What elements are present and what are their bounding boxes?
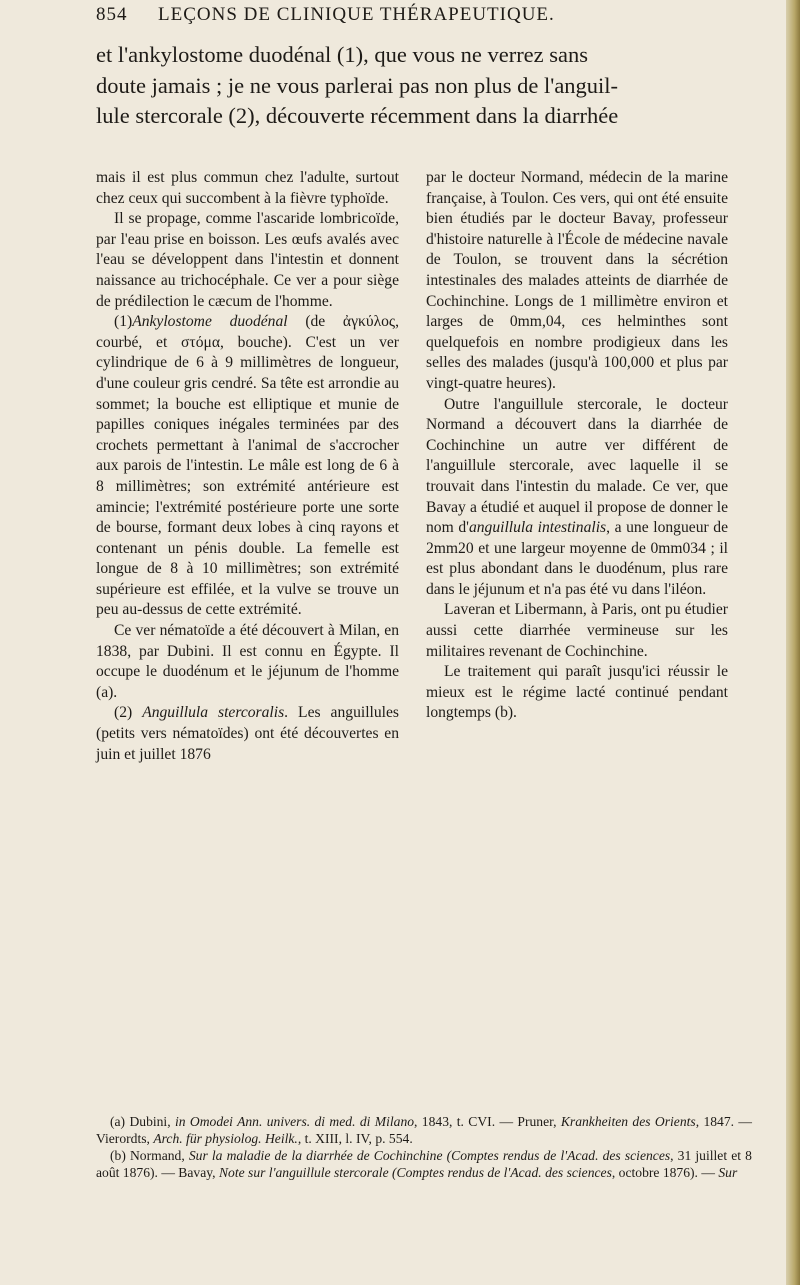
footnote-mark: (a) [110, 1114, 126, 1129]
continuation: Sur [718, 1165, 738, 1180]
right-column [426, 168, 728, 724]
journal-title: Arch. für physiolog. Heilk. [153, 1131, 298, 1146]
lead-line: lule stercorale (2), découverte récemment dans la diarrhée [96, 103, 619, 128]
footnote-a [96, 1113, 752, 1147]
lead-line: et l'ankylostome duodénal (1), que vous ne verrez sans [96, 42, 589, 67]
paragraph: Ce ver nématoïde a été découvert à Milan, en 1838, par Dubini. Il est connu en Égypte. Il occupe le duodénum et le jéjunum de l'homme (a). [96, 622, 399, 701]
text-run: , 1843, t. CVI. — Pruner, [414, 1114, 561, 1129]
footnotes [96, 1113, 752, 1181]
book-title: Krankheiten des Orients [560, 1114, 696, 1129]
note-ankylostome [96, 312, 399, 621]
journal-title: in Omodei Ann. univers. di med. di Milano [174, 1114, 415, 1129]
paragraph: Le traitement qui paraît jusqu'ici réussir le mieux est le régime lacté continué pendant longtemps (b). [426, 663, 728, 722]
note-text: (de ἀγκύλος, courbé, et στόμα, bouche). C'est un ver cylindrique de 6 à 9 millimètres de longueur, d'une couleur gris cendré. Sa tête est arrondie au sommet; la bouche est elliptique et munie de papilles coniques inégales terminées par des crochets permettant à l'animal de s'accrocher aux parois de l'intestin. Le mâle est long de 6 à 8 millimètres; son extrémité antérieure est amincie; l'extrémité postérieure porte une sorte de bourse, formant deux lobes à cinq rayons et contenant un pénis double. La femelle est longue de 8 à 10 millimètres; son extrémité supérieure est effilée, et la vulve se trouve un peu au-dessus de cette extrémité. [96, 313, 400, 619]
note-mark: (1) [114, 313, 133, 331]
note-anguillula [96, 703, 399, 765]
text-run: , a une longueur de 2mm20 et une largeur moyenne de 0mm034 ; il est plus abondant dans le duodénum, plus rare dans le jéjunum et n'a pas été vu dans l'iléon. [426, 519, 729, 598]
paragraph: mais il est plus commun chez l'adulte, surtout chez ceux qui succombent à la fièvre typhoïde. [96, 169, 399, 207]
note-term: Ankylostome duodénal [132, 313, 288, 331]
footnote-b [96, 1147, 752, 1181]
note-text: . Les anguillules (petits vers nématoïdes) ont été découvertes en juin et juillet 1876 [96, 704, 399, 763]
page-number: 854 [96, 4, 128, 25]
text-run: Normand, [125, 1148, 189, 1163]
text-run: Outre l'anguillule stercorale, le docteur Normand a découvert dans la diarrhée de Cochinchine un autre ver différent de l'anguillule stercorale, avec laquelle il se trouvait dans l'intestin du malade. Ce ver, que Bavay a étudié et auquel il propose de donner le nom d' [426, 395, 728, 537]
text-run: , 1847. — Vierordts, [96, 1114, 752, 1146]
paragraph: par le docteur Normand, médecin de la marine française, à Toulon. Ces vers, qui ont été ensuite bien étudiés par le docteur Bavay, professeur d'histoire naturelle à l'École de médecine navale de Toulon, se trouvent dans la sécrétion intestinales des malades atteints de diarrhée de Cochinchine. Longs de 1 millimètre environ et larges de 0mm,04, ces helminthes sont quelquefois en nombre prodigieux dans les selles des malades (jusqu'à 100,000 et plus par vingt-quatre heures). [426, 169, 728, 392]
text-run: Dubini, [125, 1114, 175, 1129]
running-head [96, 4, 766, 30]
paragraph: Il se propage, comme l'ascaride lombricoïde, par l'eau prise en boisson. Les œufs avalés avec l'eau se développent dans l'intestin et donnent naissance au trichocéphale. Ce ver a pour siège de prédilection le cæcum de l'homme. [96, 210, 399, 310]
footnote-mark: (b) [110, 1148, 126, 1163]
left-column [96, 168, 399, 765]
article-title: Note sur l'anguillule stercorale (Comptes rendus de l'Acad. des sciences [218, 1165, 612, 1180]
note-mark: (2) [114, 704, 133, 722]
article-title: Sur la maladie de la diarrhée de Cochinchine (Comptes rendus de l'Acad. des sciences [188, 1148, 671, 1163]
page-edge [786, 0, 800, 1285]
paragraph [426, 395, 728, 601]
text-run: , octobre 1876). — [611, 1165, 719, 1180]
running-title: LEÇONS DE CLINIQUE THÉRAPEUTIQUE. [158, 4, 555, 25]
text-run: , 31 juillet et 8 août 1876). — Bavay, [96, 1148, 752, 1180]
text-run: , t. XIII, l. IV, p. 554. [297, 1131, 413, 1146]
species-name: anguillula intestinalis [468, 519, 607, 537]
lead-paragraph [96, 40, 746, 132]
paragraph: Laveran et Libermann, à Paris, ont pu étudier aussi cette diarrhée vermineuse sur les militaires revenant de Cochinchine. [426, 601, 728, 660]
lead-line: doute jamais ; je ne vous parlerai pas non plus de l'anguil- [96, 72, 619, 98]
note-term: Anguillula stercoralis [142, 704, 285, 722]
